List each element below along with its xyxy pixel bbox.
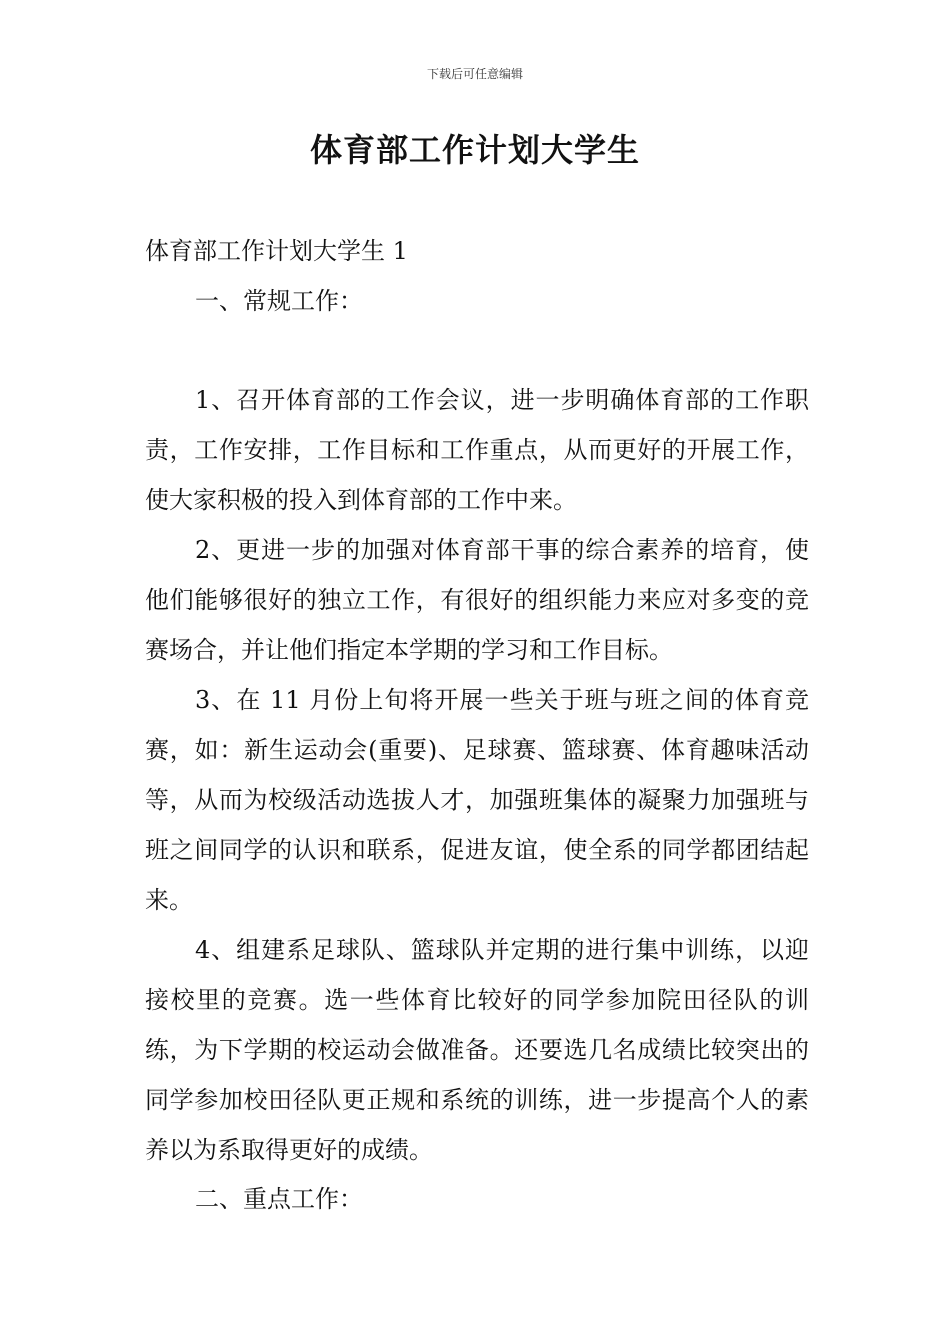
document-title: 体育部工作计划大学生 [309, 131, 640, 169]
header-note: 下载后可任意编辑 [426, 67, 523, 81]
section-heading-routine-work: 一、常规工作： [195, 287, 363, 315]
work-item-list [145, 375, 809, 1175]
work-item-1: 1、召开体育部的工作会议，进一步明确体育部的工作职责，工作安排，工作目标和工作重点，从而更好的开展工作，使大家积极的投入到体育部的工作中来。 [145, 386, 809, 514]
work-item-4: 4、组建系足球队、篮球队并定期的进行集中训练，以迎接校里的竞赛。选一些体育比较好的同学参加院田径队的训练，为下学期的校运动会做准备。还要选几名成绩比较突出的同学参加校田径队更正规和系统的训练，进一步提高个人的素养以为系取得更好的成绩。 [145, 936, 809, 1164]
section-heading-key-work: 二、重点工作： [195, 1185, 363, 1213]
document-subtitle: 体育部工作计划大学生 1 [145, 237, 408, 265]
work-item-2: 2、更进一步的加强对体育部干事的综合素养的培育，使他们能够很好的独立工作，有很好的组织能力来应对多变的竞赛场合，并让他们指定本学期的学习和工作目标。 [145, 536, 809, 664]
work-item-3: 3、在 11 月份上旬将开展一些关于班与班之间的体育竞赛，如：新生运动会(重要)、足球赛、篮球赛、体育趣味活动等，从而为校级活动选拔人才，加强班集体的凝聚力加强班与班之间同学的认识和联系，促进友谊，使全系的同学都团结起来。 [145, 686, 809, 914]
